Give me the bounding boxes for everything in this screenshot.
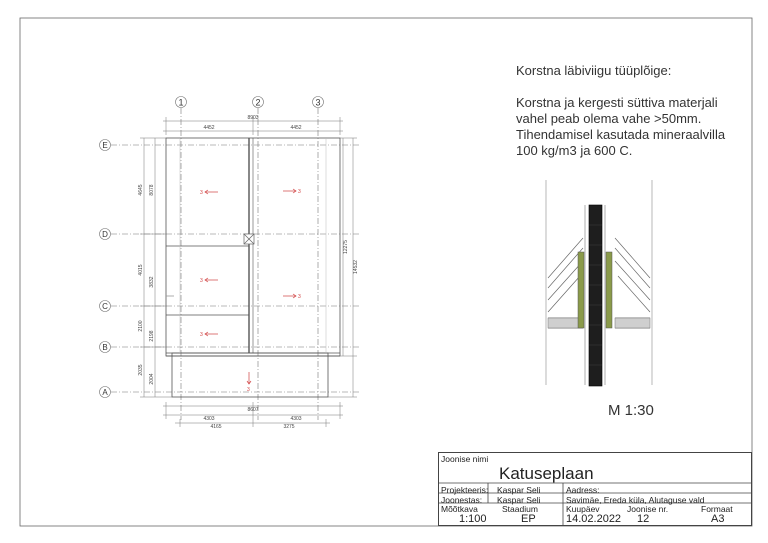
- grid-row-label: B: [102, 343, 108, 352]
- detail-note-line: vahel peab olema vahe >50mm.: [516, 111, 702, 126]
- dimension-label: 4452: [203, 125, 215, 131]
- detail-note-title: Korstna läbiviigu tüüplõige:: [516, 63, 672, 78]
- dimension-label: 4645: [138, 184, 144, 196]
- dimension-label: 4303: [290, 416, 302, 422]
- grid-column-label: 1: [178, 97, 184, 108]
- grid-row-label: A: [102, 388, 108, 397]
- dimension-label: 3275: [283, 424, 295, 430]
- slope-label: 3: [298, 189, 301, 195]
- scale-label: Mõõtkava: [441, 504, 478, 514]
- drawing-number-label: Joonise nr.: [627, 504, 669, 514]
- address-value: Savimäe, Ereda küla, Alutaguse vald: [566, 495, 705, 505]
- drawing-number-value: 12: [637, 513, 650, 525]
- detail-note-line: Korstna ja kergesti süttiva materjali: [516, 95, 718, 110]
- detail-note-body: [516, 95, 725, 159]
- dimension-label: 3832: [149, 276, 155, 288]
- grid-column-label: 3: [315, 97, 321, 108]
- dimension-label: 14532: [353, 260, 359, 274]
- slope-label: 3: [247, 387, 250, 393]
- dimension-label: 4303: [203, 416, 215, 422]
- drafter-name: Kaspar Seli: [497, 495, 541, 505]
- format-label: Formaat: [701, 504, 733, 514]
- slope-label: 3: [200, 332, 203, 338]
- dimension-label: 2198: [149, 330, 155, 342]
- chimney-symbol: [244, 234, 254, 244]
- dimension-label: 2100: [138, 320, 144, 332]
- roof-outline: [166, 138, 340, 397]
- date-label: Kuupäev: [566, 504, 600, 514]
- slope-label: 3: [200, 190, 203, 196]
- detail-note-line: Tihendamisel kasutada mineraalvilla: [516, 127, 726, 142]
- detail-scale-label: M 1:30: [608, 402, 654, 419]
- dimension-label: 4452: [290, 125, 302, 131]
- chimney-section-detail: [546, 180, 652, 386]
- dimension-label: 2035: [138, 364, 144, 376]
- dimension-label: 8078: [149, 184, 155, 196]
- grid-row-label: C: [102, 302, 108, 311]
- drawing-name: Katuseplaan: [499, 464, 594, 483]
- dimension-label: 8607: [247, 407, 259, 413]
- dimension-label: 12275: [343, 240, 349, 254]
- address-label: Aadress:: [566, 485, 600, 495]
- stage-label: Staadium: [502, 504, 538, 514]
- drawing-name-label: Joonise nimi: [441, 454, 489, 464]
- dimension-label: 4015: [138, 264, 144, 276]
- designer-name: Kaspar Seli: [497, 485, 541, 495]
- slope-label: 3: [200, 278, 203, 284]
- grid-row-label: E: [102, 141, 108, 150]
- grid-row-label: D: [102, 230, 108, 239]
- slope-label: 3: [298, 294, 301, 300]
- scale-value: 1:100: [459, 513, 487, 525]
- stage-value: EP: [521, 513, 536, 525]
- format-value: A3: [711, 513, 725, 525]
- drafter-label: Joonestas:: [441, 495, 483, 505]
- date-value: 14.02.2022: [566, 513, 622, 525]
- dimension-label: 8903: [247, 115, 259, 121]
- slope-arrows: [205, 189, 296, 384]
- designer-label: Projekteeris:: [441, 485, 489, 495]
- dimension-label: 4165: [210, 424, 222, 430]
- title-block: [438, 452, 752, 526]
- dimension-label: 2004: [149, 373, 155, 385]
- roof-plan: [100, 97, 361, 431]
- grid-column-label: 2: [255, 97, 261, 108]
- detail-note-line: 100 kg/m3 ja 600 C.: [516, 143, 633, 158]
